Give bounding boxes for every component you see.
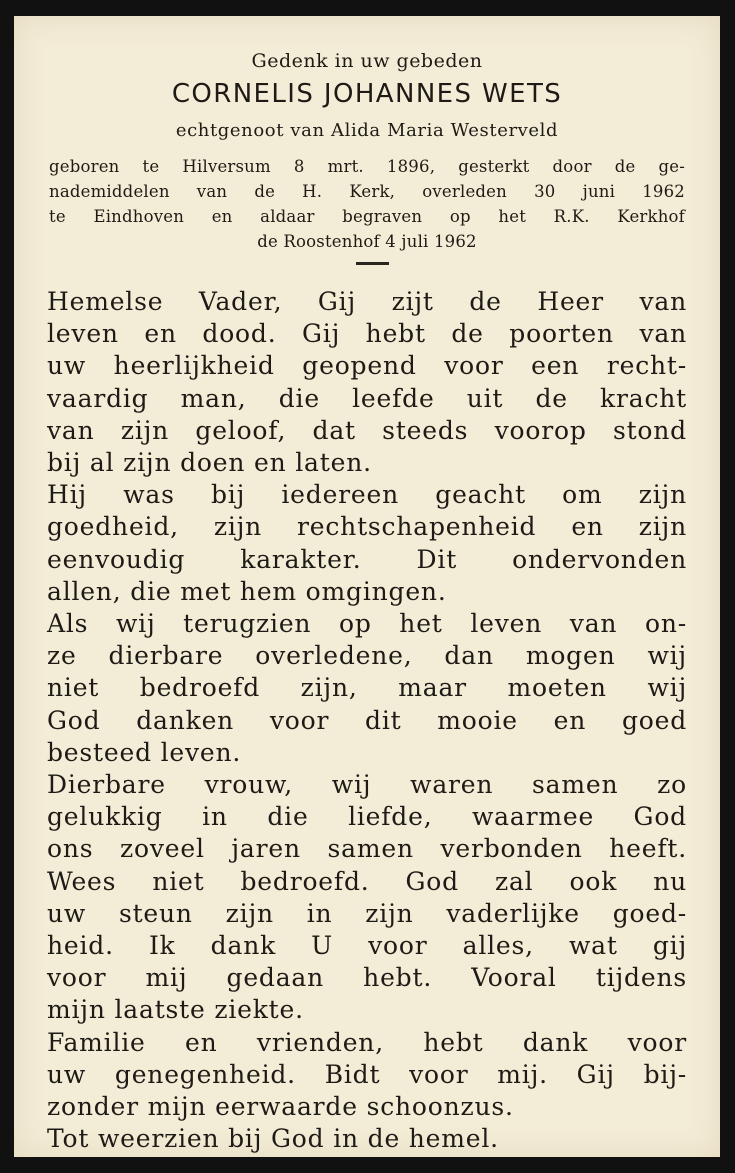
- card-header: [14, 46, 720, 254]
- prayer-line: Dierbare vrouw, wij waren samen zo: [47, 770, 687, 800]
- prayer-line: bij al zijn doen en laten.: [47, 448, 372, 478]
- prayer-line: gelukkig in die liefde, waarmee God: [47, 802, 687, 832]
- bio-line: nademiddelen van de H. Kerk, overleden 30 juni 1962: [49, 182, 685, 201]
- memorial-card: [14, 16, 720, 1157]
- prayer-line: vaardig man, die leefde uit de kracht: [47, 383, 687, 413]
- prayer-line: uw genegenheid. Bidt voor mij. Gij bij-: [47, 1059, 687, 1089]
- prayer-line: Als wij terugzien op het leven van on-: [47, 609, 687, 639]
- prayer-line: heid. Ik dank U voor alles, wat gij: [47, 931, 687, 961]
- prayer-line: voor mij gedaan hebt. Vooral tijdens: [47, 963, 687, 993]
- biographical-details: [49, 154, 685, 254]
- prayer-line: Hemelse Vader, Gij zijt de Heer van: [47, 287, 687, 316]
- prayer-line: niet bedroefd zijn, maar moeten wij: [47, 673, 687, 703]
- prayer-line: eenvoudig karakter. Dit ondervonden: [47, 544, 687, 574]
- prayer-line: uw heerlijkheid geopend voor een recht-: [47, 351, 687, 381]
- section-divider: [356, 262, 389, 265]
- prayer-line: goedheid, zijn rechtschapenheid en zijn: [47, 512, 687, 542]
- prayer-line: besteed leven.: [47, 737, 242, 767]
- prayer-line: God danken voor dit mooie en goed: [47, 705, 687, 735]
- bio-line: de Roostenhof 4 juli 1962: [257, 232, 477, 251]
- prayer-line: leven en dood. Gij hebt de poorten van: [47, 319, 687, 349]
- bio-line: te Eindhoven en aldaar begraven op het R.K. Kerkhof: [49, 207, 685, 226]
- prayer-line: uw steun zijn in zijn vaderlijke goed-: [47, 898, 687, 928]
- spouse-line: echtgenoot van Alida Maria Westerveld: [175, 120, 559, 141]
- deceased-name: CORNELIS JOHANNES WETS: [171, 79, 563, 109]
- prayer-line: Tot weerzien bij God in de hemel.: [47, 1124, 499, 1154]
- prayer-line: ons zoveel jaren samen verbonden heeft.: [47, 834, 687, 864]
- prayer-line: allen, die met hem omgingen.: [47, 576, 447, 606]
- prayer-line: Familie en vrienden, hebt dank voor: [47, 1027, 687, 1057]
- prayer-line: Hij was bij iedereen geacht om zijn: [47, 480, 687, 510]
- prayer-request: Gedenk in uw gebeden: [251, 50, 483, 72]
- prayer-text: [47, 286, 687, 1155]
- bio-line: geboren te Hilversum 8 mrt. 1896, gesterkt door de ge-: [49, 157, 685, 176]
- prayer-line: Wees niet bedroefd. God zal ook nu: [47, 866, 687, 896]
- prayer-line: mijn laatste ziekte.: [47, 995, 304, 1025]
- prayer-line: ze dierbare overledene, dan mogen wij: [47, 641, 687, 671]
- prayer-line: zonder mijn eerwaarde schoonzus.: [47, 1092, 514, 1122]
- prayer-line: van zijn geloof, dat steeds voorop stond: [47, 415, 687, 445]
